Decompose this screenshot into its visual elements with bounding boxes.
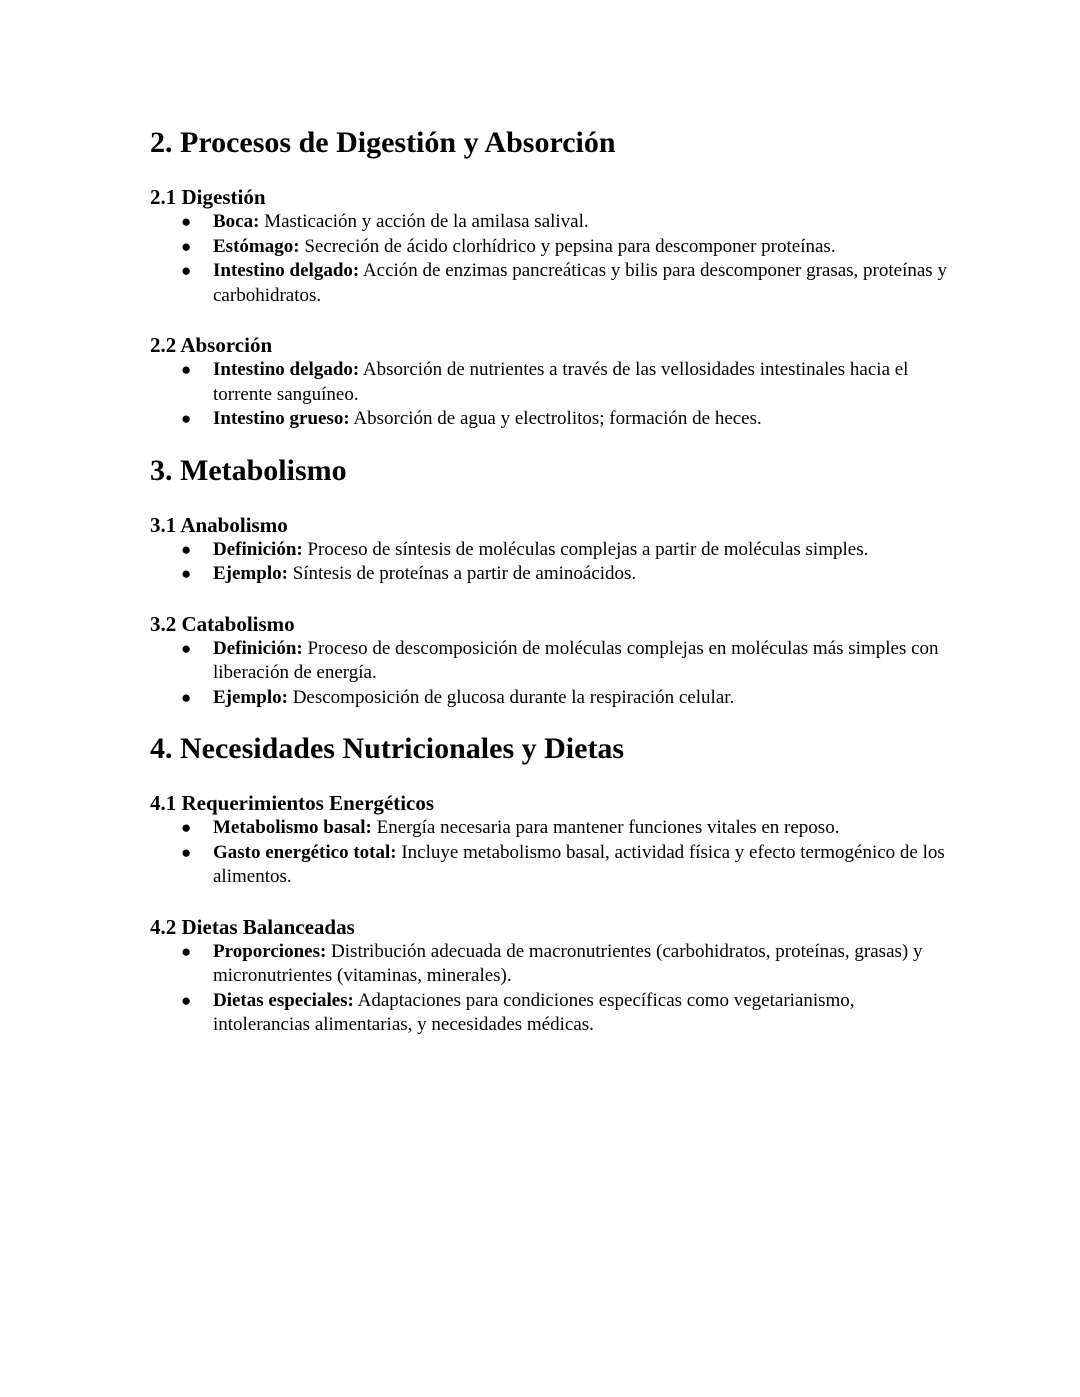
item-text: Adaptaciones para condiciones específicas como vegetarianismo, intolerancias alimentarias, y necesidades médicas. <box>213 989 855 1035</box>
item-text: Absorción de agua y electrolitos; formación de heces. <box>349 408 762 429</box>
list-item <box>150 841 950 890</box>
item-term: Proporciones: <box>213 940 327 962</box>
subsection-title: 3.2 Catabolismo <box>150 611 295 636</box>
item-term: Intestino delgado: <box>213 260 360 281</box>
bullet-icon: ● <box>181 687 192 707</box>
bullet-icon: ● <box>181 941 192 961</box>
bullet-icon: ● <box>181 261 192 280</box>
bullet-icon: ● <box>181 236 192 256</box>
bullet-list <box>150 210 950 308</box>
bullet-list <box>150 538 950 587</box>
bullet-icon: ● <box>181 409 192 428</box>
item-text: Incluye metabolismo basal, actividad física y efecto termogénico de los alimentos. <box>213 841 945 887</box>
list-item <box>150 358 950 407</box>
bullet-list <box>150 358 950 432</box>
item-term: Dietas especiales: <box>213 989 354 1011</box>
document-page <box>150 124 950 1038</box>
list-item <box>150 259 950 308</box>
bullet-list <box>150 637 950 711</box>
section-title: 2. Procesos de Digestión y Absorción <box>150 126 616 159</box>
list-item <box>150 686 950 711</box>
item-text: Acción de enzimas pancreáticas y bilis para descomponer grasas, proteínas y carbohidratos. <box>213 260 947 306</box>
item-term: Metabolismo basal: <box>213 817 372 838</box>
section-title: 4. Necesidades Nutricionales y Dietas <box>150 732 625 765</box>
list-item <box>150 407 950 432</box>
list-item <box>150 940 950 989</box>
subsection-title: 2.1 Digestión <box>150 185 266 209</box>
list-item <box>150 637 950 686</box>
item-term: Definición: <box>213 538 303 560</box>
subsection-title: 3.1 Anabolismo <box>150 512 288 537</box>
item-term: Gasto energético total: <box>213 841 397 863</box>
bullet-icon: ● <box>181 990 192 1010</box>
item-term: Ejemplo: <box>213 563 288 584</box>
list-item <box>150 562 950 587</box>
bullet-icon: ● <box>181 564 192 583</box>
list-item <box>150 816 950 841</box>
item-text: Secreción de ácido clorhídrico y pepsina para descomponer proteínas. <box>299 235 836 257</box>
item-term: Boca: <box>213 211 260 232</box>
item-term: Intestino grueso: <box>213 408 350 429</box>
item-term: Intestino delgado: <box>213 359 360 380</box>
item-text: Proceso de descomposición de moléculas complejas en moléculas más simples con liberación de energía. <box>213 637 939 683</box>
subsection-title: 4.1 Requerimientos Energéticos <box>150 791 435 815</box>
item-text: Energía necesaria para mantener funciones vitales en reposo. <box>371 817 840 838</box>
bullet-list <box>150 940 950 1038</box>
item-term: Ejemplo: <box>213 686 288 708</box>
bullet-icon: ● <box>181 638 192 658</box>
item-term: Definición: <box>213 637 303 659</box>
item-text: Masticación y acción de la amilasa salival. <box>259 211 589 232</box>
bullet-icon: ● <box>181 539 192 559</box>
item-text: Síntesis de proteínas a partir de aminoácidos. <box>287 563 637 584</box>
bullet-icon: ● <box>181 842 192 862</box>
bullet-list <box>150 816 950 890</box>
list-item <box>150 989 950 1038</box>
bullet-icon: ● <box>181 818 192 837</box>
list-item <box>150 538 950 563</box>
bullet-icon: ● <box>181 212 192 231</box>
list-item <box>150 210 950 235</box>
subsection-title: 4.2 Dietas Balanceadas <box>150 914 355 939</box>
subsection-title: 2.2 Absorción <box>150 333 273 357</box>
item-text: Absorción de nutrientes a través de las vellosidades intestinales hacia el torrente sanguíneo. <box>213 359 909 405</box>
list-item <box>150 235 950 260</box>
item-text: Proceso de síntesis de moléculas complejas a partir de moléculas simples. <box>302 538 869 560</box>
item-term: Estómago: <box>213 235 300 257</box>
item-text: Descomposición de glucosa durante la respiración celular. <box>287 686 735 708</box>
bullet-icon: ● <box>181 360 192 379</box>
item-text: Distribución adecuada de macronutrientes (carbohidratos, proteínas, grasas) y micronutrientes (vitaminas, minerales). <box>213 940 923 986</box>
section-title: 3. Metabolismo <box>150 453 347 487</box>
